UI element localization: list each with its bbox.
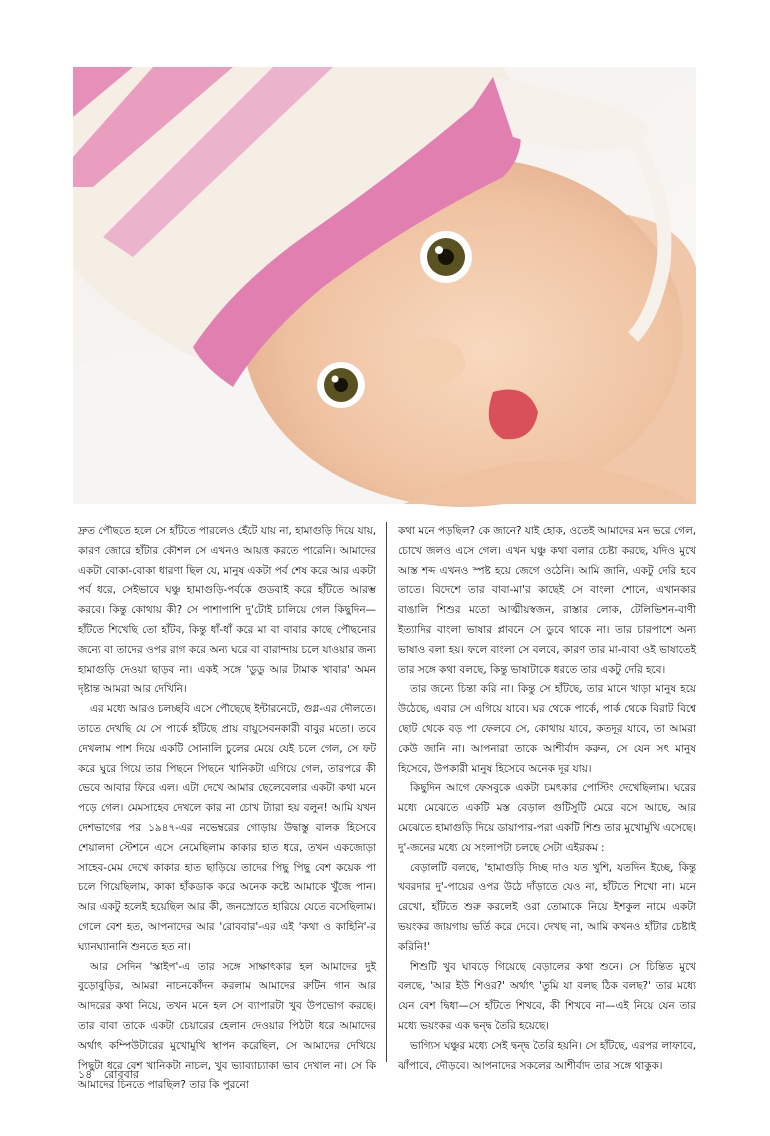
paragraph: ভাগ্যিস ঘঞ্চুর মধ্যে সেই দ্বন্দ্ব তৈরি হয়নি। সে হাঁটছে, এরপর লাফাবে, ঝাঁপাবে, দৌড়বে। আপনাদের সকলের আশীর্বাদ তার সঙ্গে থাকুক। — [398, 1039, 696, 1072]
paragraph: তার জন্যে চিন্তা করি না। কিন্তু সে হাঁটছে, তার মানে খাড়া মানুষ হয়ে উঠেছে, এবার সে এগিয়ে যাবে। ঘর থেকে পার্কে, পার্ক থেকে বিরাট বিশ্বে ছোট থেকে বড় পা ফেলবে সে, কোথায় যাবে, কতদূর যাবে, তা আমরা কেউ জানি না। আপনারা তাকে আশীর্বাদ করুন, সে যেন সৎ মানুষ হিসেবে, উপকারী মানুষ হিসেবে অনেক দূর যায়। — [398, 683, 696, 775]
paragraph: দ্রুত পৌছতে হলে সে হাঁটতে পারলেও হেঁটে যায় না, হামাগুড়ি দিয়ে যায়, কারণ জোরে হাঁটার কৌশল সে এখনও আয়ত্ত করতে পারেনি। আমাদের একটা বোকা-বোকা ধারণা ছিল যে, মানুষ একটা পর্ব শেষ করে আর একটা পর্ব ধরে, সেইভাবে ঘঞ্চু হামাগুড়ি-পর্বকে গুডবাই করে হাঁটতে আরম্ভ করবে। কিন্তু কোথায় কী? সে পাশাপাশি দু'টোই চালিয়ে গেল কিছুদিন—হাঁটতে শিখেছি তো হাঁটব, কিন্তু ধাঁ-ধাঁ করে মা বা বাবার কাছে পৌছনোর জন্যে বা তাদের ওপর রাগ করে অন্য ঘরে বা বারান্দায় চলে যাওয়ার জন্য হামাগুড়ি দেওয়া ছাড়ব না। একই সঙ্গে 'ডুডু আর টামাক খাবার' অমন দৃষ্টান্ত আমরা আর দেখিনি। — [78, 525, 376, 696]
paragraph: বেড়ালটি বলছে, 'হামাগুড়ি দিচ্ছ দাও যত খুশি, যতদিন ইচ্ছে, কিন্তু খবরদার দু'-পায়ের ওপর উঠে দাঁড়াতে যেও না, হাঁটতে শিখো না। মনে রেখো, হাঁটতে শুরু করলেই ওরা তোমাকে নিয়ে ইশকুল নামে একটা ভয়ংকর জায়গায় ভর্তি করে দেবে। দেখছ না, আমি কখনও হাঁটার চেষ্টাই করিনি!' — [398, 861, 696, 953]
column-divider — [386, 522, 387, 1062]
page-footer — [78, 1066, 147, 1085]
baby-photo-illustration — [73, 67, 696, 504]
paragraph: শিশুটি খুব ঘাবড়ে গিয়েছে বেড়ালের কথা শুনে। সে চিন্তিত মুখে বলছে, 'আর ইউ শিওর?' অর্থাৎ 'তুমি যা বলছ ঠিক বলছ?' তার মধ্যে যেন বেশ দ্বিধা—সে হাঁটতে শিখবে, কী শিখবে না—এই নিয়ে যেন তার মধ্যে ভয়ংকর এক দ্বন্দ্ব তৈরি হয়েছে। — [398, 960, 696, 1032]
article-column-right — [398, 522, 696, 1072]
paragraph: আর সেদিন 'স্কাইপ'-এ তার সঙ্গে সাক্ষাৎকার হল আমাদের দুই বুড়োবুড়ির, আমরা নাচনকোঁদন করলাম আমাদের রুটিন গান আর আদরের কথা নিয়ে, তখন মনে হল সে ব্যাপারটা খুব উপভোগ করছে। তার বাবা তাকে একটা চেয়ারের হেলান দেওয়ার পিঠটা ধরে আমাদের অর্থাৎ কম্পিউটারের মুখোমুখি স্থাপন করেছিল, সে আমাদের দেখিয়ে পিছুটা ধরে বেশ খানিকটা নাচল, খুব ভ্যাব্যাচ্যাকা ভাব দেখাল না। সে কি আমাদের চিনতে পারছিল? তার কি পুরনো — [78, 960, 376, 1092]
paragraph: এর মধ্যে আরও চলচ্ছবি এসে পৌছেছে ইন্টারনেটে, গুগ্ল-এর দৌলতে। তাতে দেখছি যে সে পার্কে হাঁটছে প্রায় বায়ুসেবনকারী বাবুর মতো। তবে দেখলাম পাশ দিয়ে একটি সোনালি চুলের মেয়ে যেই চলে গেল, সে ফট করে ঘুরে গিয়ে তার পিছনে পিছনে খানিকটা এগিয়ে গেল, তারপরে কী ভেবে আবার ফিরে এল। এটা দেখে আমার ছেলেবেলার একটা কথা মনে পড়ে গেল। মেমসাহেব দেখলে কার না চোখ ট্যারা হয় বলুন! আমি যখন দেশভাগের পর ১৯৪৭-এর নভেম্বরের গোড়ায় উদ্বাস্তু বালক হিসেবে শেয়ালদা স্টেশনে এসে নেমেছিলাম কাকার হাত ধরে, তখন একজোড়া সাহেব-মেম দেখে কাকার হাত ছাড়িয়ে তাদের পিছু পিছু বেশ কয়েক পা চলে গিয়েছিলাম, কাকা হাঁকডাক করে অনেক কষ্টে আমাকে খুঁজে পান। আর একটু হলেই হয়েছিল আর কী, জনস্রোতে হারিয়ে যেতে বসেছিলাম। গেলে বেশ হত, আপনাদের আর 'রোববার'-এর এই 'কথা ও কাহিনি'-র ঘ্যানঘ্যানানি শুনতে হত না। — [78, 703, 376, 953]
magazine-name: রোববার — [103, 1068, 139, 1081]
baby-photo — [73, 67, 696, 504]
paragraph: কিছুদিন আগে ফেসবুকে একটা চমৎকার পোস্টিং দেখেছিলাম। ঘরের মধ্যে মেঝেতে একটি মস্ত বেড়াল গুটিসুটি মেরে বসে আছে, আর মেঝেতে হামাগুড়ি দিয়ে ডায়াপার-পরা একটি শিশু তার মুখোমুখি এসেছে। দু'-জনের মধ্যে যে সংলাপটা চলছে সেটা এইরকম : — [398, 782, 696, 854]
paragraph: কথা মনে পড়ছিল? কে জানে? যাই হোক, ওতেই আমাদের মন ভরে গেল, চোখে জলও এসে গেল। এখন ঘঞ্চু কথা বলার চেষ্টা করছে, যদিও মুখে আস্ত শব্দ এখনও স্পষ্ট হয়ে জেগে ওঠেনি। আমি জানি, একটু দেরি হবে তাতে। বিদেশে তার বাবা-মা'র কাছেই সে বাংলা শোনে, এখানকার বাঙালি শিশুর মতো আত্মীয়স্বজন, রাস্তার লোক, টেলিভিশন-বাণী ইত্যাদির বাংলা ভাষার প্লাবনে সে ডুবে থাকে না। তার চারপাশে অন্য ভাষাও বলা হয়। ফলে বাংলা সে বলবে, কারণ তার মা-বাবা ওই ভাষাতেই তার সঙ্গে কথা বলছে, কিন্তু ভাষাটাকে ধরতে তার একটু দেরি হবে। — [398, 525, 696, 676]
page-number: ১৪ — [78, 1068, 93, 1081]
